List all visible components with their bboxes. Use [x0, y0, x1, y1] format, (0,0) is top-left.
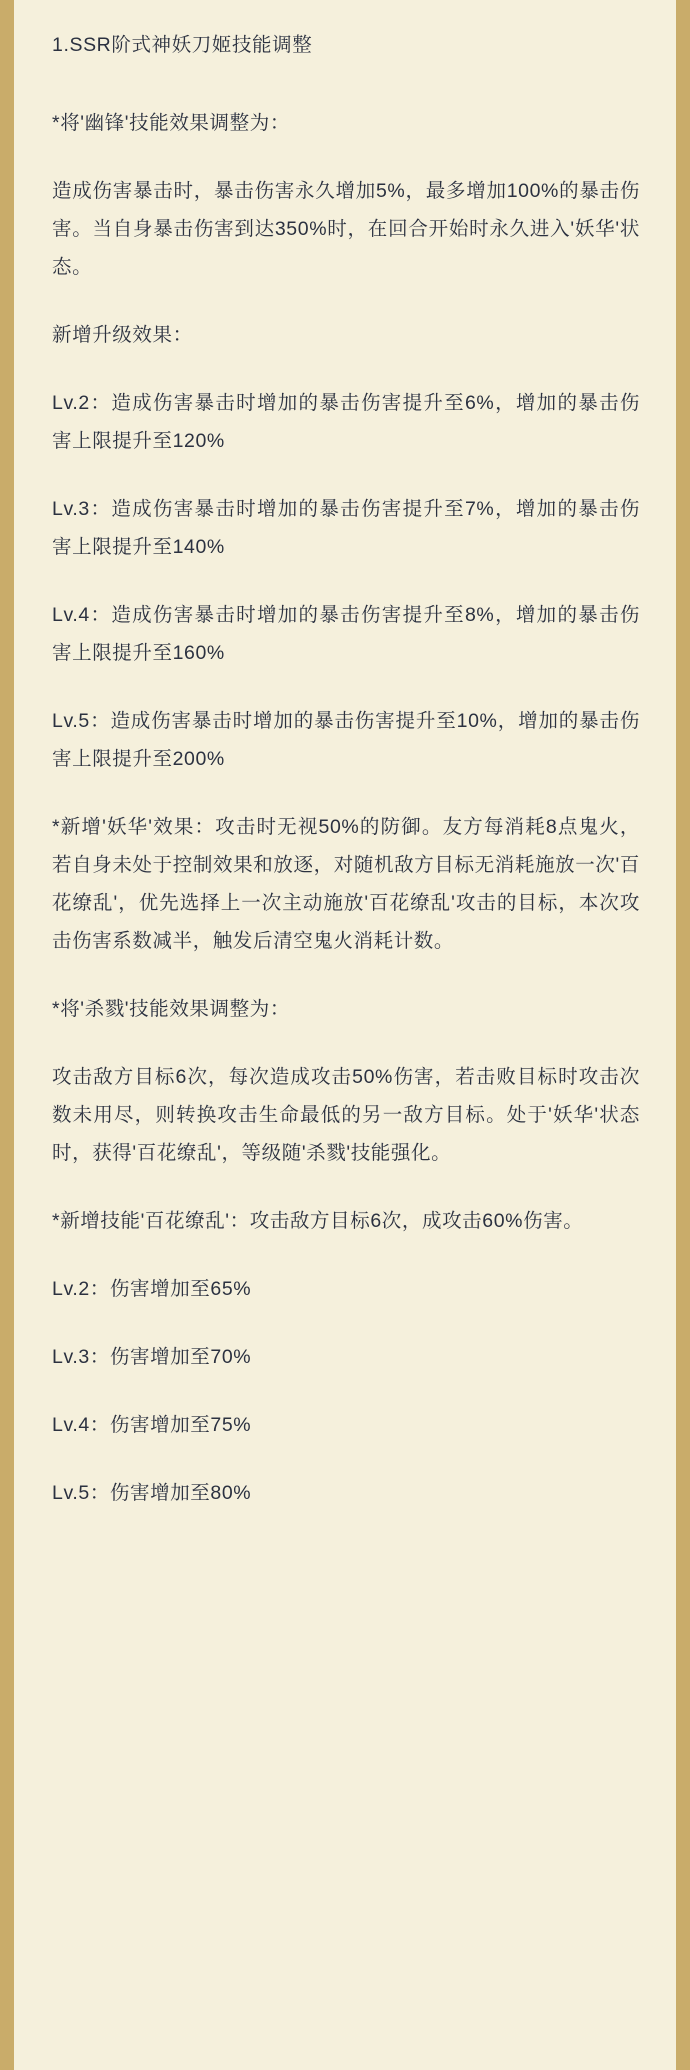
baihualiaoluan-level-2: Lv.2：伤害增加至65%: [52, 1278, 252, 1300]
skill-hint-shalu: *将'杀戮'技能效果调整为：: [52, 998, 290, 1020]
skill-hint-youfeng: *将'幽锋'技能效果调整为：: [52, 112, 290, 134]
baihualiaoluan-level-3: Lv.3：伤害增加至70%: [52, 1346, 252, 1368]
skill-desc-youfeng: 造成伤害暴击时，暴击伤害永久增加5%，最多增加100%的暴击伤害。当自身暴击伤害到达350%时，在回合开始时永久进入'妖华'状态。: [52, 180, 640, 278]
skill-desc-shalu: 攻击敌方目标6次，每次造成攻击50%伤害，若击败目标时攻击次数未用尽，则转换攻击生命最低的另一敌方目标。处于'妖华'状态时，获得'百花缭乱'，等级随'杀戮'技能强化。: [52, 1066, 640, 1164]
youfeng-level-2: Lv.2：造成伤害暴击时增加的暴击伤害提升至6%，增加的暴击伤害上限提升至120%: [52, 392, 640, 452]
upgrade-section-label: 新增升级效果：: [52, 324, 193, 346]
youfeng-level-4: Lv.4：造成伤害暴击时增加的暴击伤害提升至8%，增加的暴击伤害上限提升至160%: [52, 604, 640, 664]
youfeng-level-5: Lv.5：造成伤害暴击时增加的暴击伤害提升至10%，增加的暴击伤害上限提升至200%: [52, 710, 640, 770]
document-content: [14, 0, 676, 1552]
page-title: 1.SSR阶式神妖刀姬技能调整: [52, 34, 313, 56]
baihualiaoluan-level-4: Lv.4：伤害增加至75%: [52, 1414, 252, 1436]
skill-desc-baihualiaoluan: *新增技能'百花缭乱'：攻击敌方目标6次，成攻击60%伤害。: [52, 1210, 584, 1232]
baihualiaoluan-level-5: Lv.5：伤害增加至80%: [52, 1482, 252, 1504]
yaohua-effect-desc: *新增'妖华'效果：攻击时无视50%的防御。友方每消耗8点鬼火，若自身未处于控制效果和放逐，对随机敌方目标无消耗施放一次'百花缭乱'，优先选择上一次主动施放'百花缭乱'攻击的目标，本次攻击伤害系数减半，触发后清空鬼火消耗计数。: [52, 816, 640, 952]
youfeng-level-3: Lv.3：造成伤害暴击时增加的暴击伤害提升至7%，增加的暴击伤害上限提升至140%: [52, 498, 640, 558]
